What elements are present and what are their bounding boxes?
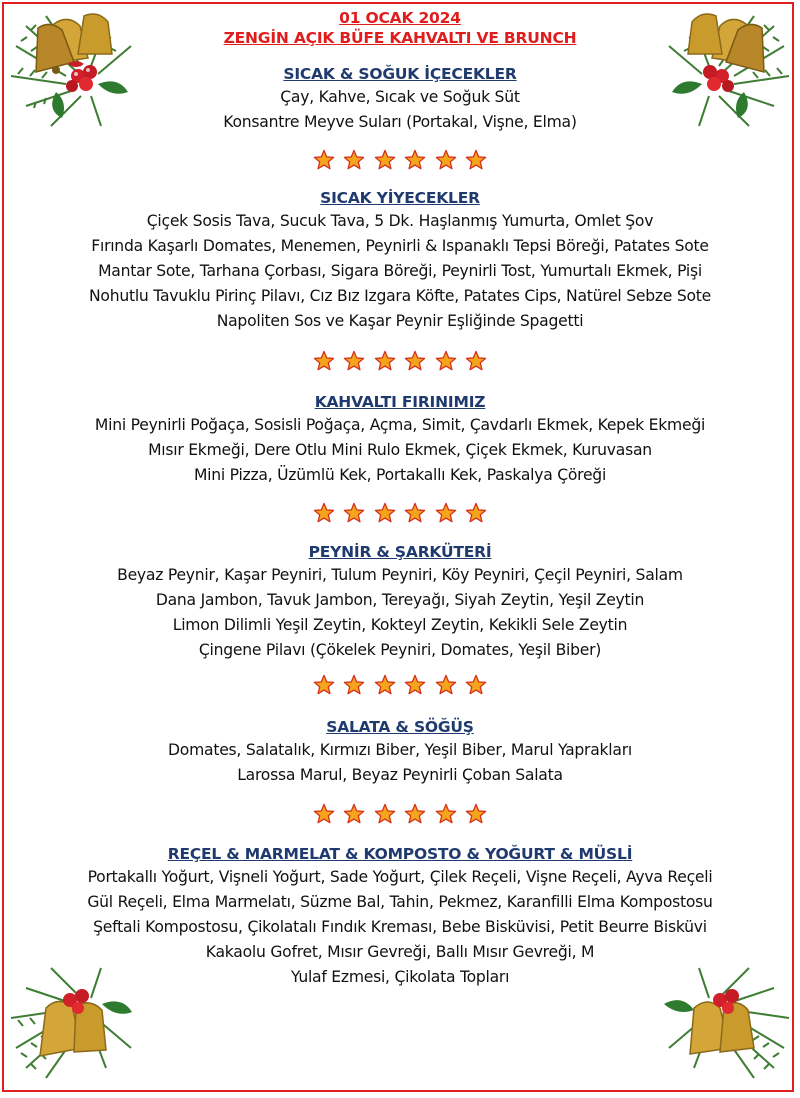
menu-section: [0, 541, 800, 663]
star-icon: [374, 350, 396, 372]
menu-line: Beyaz Peynir, Kaşar Peyniri, Tulum Peyniri, Köy Peyniri, Çeçil Peyniri, Salam: [117, 566, 683, 584]
star-icon: [465, 350, 487, 372]
menu-line: Şeftali Kompostosu, Çikolatalı Fındık Kreması, Bebe Bisküvisi, Petit Beurre Bisküvi: [93, 918, 707, 936]
star-icon: [465, 502, 487, 524]
star-icon: [343, 502, 365, 524]
star-icon: [343, 350, 365, 372]
star-icon: [313, 502, 335, 524]
section-heading: REÇEL & MARMELAT & KOMPOSTO & YOĞURT & MÜSLİ: [167, 845, 633, 863]
star-icon: [435, 350, 457, 372]
star-divider: [0, 500, 800, 526]
menu-section: [0, 63, 800, 135]
star-icon: [465, 674, 487, 696]
menu-subtitle: ZENGİN AÇIK BÜFE KAHVALTI VE BRUNCH: [223, 29, 577, 47]
star-icon: [404, 149, 426, 171]
star-icon: [404, 674, 426, 696]
menu-line: Çiçek Sosis Tava, Sucuk Tava, 5 Dk. Haşlanmış Yumurta, Omlet Şov: [146, 212, 654, 230]
section-heading: SALATA & SÖĞÜŞ: [326, 718, 474, 736]
menu-line: Çay, Kahve, Sıcak ve Soğuk Süt: [280, 88, 520, 106]
star-icon: [435, 674, 457, 696]
menu-line: Mini Pizza, Üzümlü Kek, Portakallı Kek, Paskalya Çöreği: [193, 466, 607, 484]
section-heading: PEYNİR & ŞARKÜTERİ: [308, 543, 492, 561]
star-icon: [465, 149, 487, 171]
star-icon: [404, 502, 426, 524]
star-icon: [343, 149, 365, 171]
star-icon: [313, 350, 335, 372]
menu-line: Çingene Pilavı (Çökelek Peyniri, Domates, Yeşil Biber): [198, 641, 602, 659]
star-icon: [374, 502, 396, 524]
menu-line: Limon Dilimli Yeşil Zeytin, Kokteyl Zeytin, Kekikli Sele Zeytin: [172, 616, 628, 634]
menu-line: Larossa Marul, Beyaz Peynirli Çoban Salata: [237, 766, 563, 784]
star-icon: [374, 803, 396, 825]
star-icon: [313, 803, 335, 825]
menu-date: 01 OCAK 2024: [339, 9, 461, 27]
menu-section: [0, 187, 800, 334]
star-icon: [374, 149, 396, 171]
menu-line: Kakaolu Gofret, Mısır Gevreği, Ballı Mısır Gevreği, M: [205, 943, 595, 961]
menu-section: [0, 843, 800, 990]
star-icon: [465, 803, 487, 825]
section-heading: SICAK YİYECEKLER: [320, 189, 480, 207]
star-icon: [435, 149, 457, 171]
menu-line: Mısır Ekmeği, Dere Otlu Mini Rulo Ekmek, Çiçek Ekmek, Kuruvasan: [148, 441, 652, 459]
menu-section: [0, 391, 800, 488]
star-icon: [435, 803, 457, 825]
menu-line: Napoliten Sos ve Kaşar Peynir Eşliğinde Spagetti: [216, 312, 584, 330]
star-icon: [343, 674, 365, 696]
menu-line: Yulaf Ezmesi, Çikolata Topları: [290, 968, 510, 986]
section-heading: SICAK & SOĞUK İÇECEKLER: [283, 65, 517, 83]
star-icon: [435, 502, 457, 524]
star-icon: [343, 803, 365, 825]
menu-line: Fırında Kaşarlı Domates, Menemen, Peynirli & Ispanaklı Tepsi Böreği, Patates Sote: [91, 237, 709, 255]
menu-line: Mini Peynirli Poğaça, Sosisli Poğaça, Açma, Simit, Çavdarlı Ekmek, Kepek Ekmeği: [94, 416, 706, 434]
menu-section: [0, 716, 800, 788]
star-divider: [0, 147, 800, 173]
menu-line: Konsantre Meyve Suları (Portakal, Vişne, Elma): [223, 113, 577, 131]
star-divider: [0, 348, 800, 374]
menu-line: Portakallı Yoğurt, Vişneli Yoğurt, Sade Yoğurt, Çilek Reçeli, Vişne Reçeli, Ayva Reçeli: [87, 868, 713, 886]
menu-line: Nohutlu Tavuklu Pirinç Pilavı, Cız Bız Izgara Köfte, Patates Cips, Natürel Sebze Sote: [89, 287, 711, 305]
menu-line: Mantar Sote, Tarhana Çorbası, Sigara Böreği, Peynirli Tost, Yumurtalı Ekmek, Pişi: [98, 262, 702, 280]
star-divider: [0, 672, 800, 698]
star-icon: [404, 803, 426, 825]
menu-line: Domates, Salatalık, Kırmızı Biber, Yeşil Biber, Marul Yaprakları: [168, 741, 632, 759]
star-icon: [313, 149, 335, 171]
menu-line: Dana Jambon, Tavuk Jambon, Tereyağı, Siyah Zeytin, Yeşil Zeytin: [155, 591, 645, 609]
star-divider: [0, 801, 800, 827]
star-icon: [374, 674, 396, 696]
star-icon: [313, 674, 335, 696]
star-icon: [404, 350, 426, 372]
menu-line: Gül Reçeli, Elma Marmelatı, Süzme Bal, Tahin, Pekmez, Karanfilli Elma Kompostosu: [87, 893, 713, 911]
section-heading: KAHVALTI FIRINIMIZ: [314, 393, 486, 411]
